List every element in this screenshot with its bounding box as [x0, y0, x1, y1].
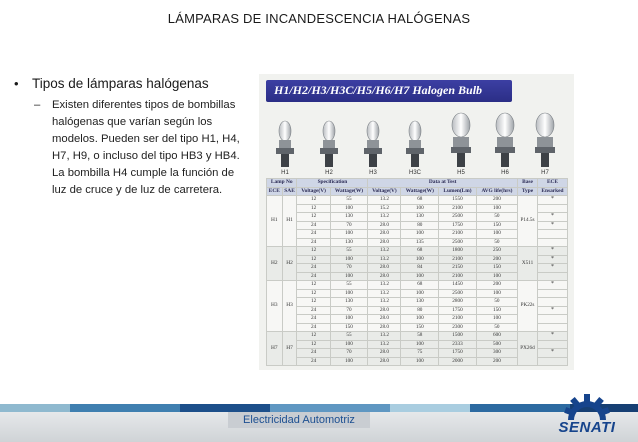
cell-life: 50: [476, 323, 517, 332]
cell-life: 100: [476, 272, 517, 281]
bulb-label: H3: [369, 170, 377, 176]
cell-wattage-spec: 70: [330, 306, 368, 315]
footer-stripe-segment: [70, 404, 180, 412]
cell-ece-mark: [537, 298, 567, 307]
cell-lumen: 2000: [439, 357, 477, 366]
bullet-level1-text: Tipos de lámparas halógenas: [32, 76, 209, 91]
cell-ece-mark: [537, 323, 567, 332]
cell-voltage-spec: 24: [297, 357, 330, 366]
cell-sae: H2: [282, 247, 297, 281]
cell-lumen: 2500: [439, 289, 477, 298]
cell-ece-mark: [537, 340, 567, 349]
cell-ece-mark: *: [537, 255, 567, 264]
cell-wattage-spec: 100: [330, 357, 368, 366]
cell-voltage-test: 28.0: [368, 264, 401, 273]
cell-wattage-test: 100: [401, 272, 439, 281]
logo-text: SENATI: [558, 419, 616, 436]
table-row: [267, 247, 568, 256]
cell-ece-mark: *: [537, 349, 567, 358]
cell-lumen: 2150: [439, 264, 477, 273]
cell-life: 200: [476, 255, 517, 264]
cell-life: 150: [476, 306, 517, 315]
cell-ece-mark: *: [537, 221, 567, 230]
col-wattage-spec: Wattage(W): [330, 187, 368, 196]
cell-ece-mark: *: [537, 306, 567, 315]
cell-wattage-spec: 100: [330, 340, 368, 349]
cell-life: 100: [476, 289, 517, 298]
cell-voltage-test: 13.2: [368, 340, 401, 349]
bulb-label: H5: [457, 170, 465, 176]
footer-stripe: [0, 404, 638, 412]
cell-voltage-spec: 12: [297, 332, 330, 341]
cell-voltage-test: 13.2: [368, 281, 401, 290]
sub-bullet-marker: –: [34, 99, 41, 111]
cell-wattage-spec: 70: [330, 221, 368, 230]
bulb-h7-image: [530, 111, 560, 176]
col-sae: SAE: [282, 187, 297, 196]
cell-lumen: 2300: [439, 323, 477, 332]
bulb-label: H1: [281, 170, 289, 176]
bulb-label: H7: [541, 170, 549, 176]
cell-wattage-test: 100: [401, 340, 439, 349]
bulb-icon: [271, 119, 299, 169]
cell-voltage-test: 28.0: [368, 230, 401, 239]
bulb-icon: [401, 119, 429, 169]
bulb-icon: [531, 111, 559, 169]
col-life: AVG life(hrs): [476, 187, 517, 196]
cell-life: 50: [476, 298, 517, 307]
cell-voltage-test: 13.2: [368, 213, 401, 222]
cell-lumen: 1750: [439, 306, 477, 315]
bulb-h1-image: [270, 119, 300, 176]
cell-base-type: PX26d: [518, 332, 538, 366]
senati-logo: [548, 392, 626, 436]
cell-ece: H3: [267, 281, 283, 332]
th-ece: ECE: [537, 179, 567, 188]
cell-sae: H7: [282, 332, 297, 366]
cell-wattage-spec: 100: [330, 289, 368, 298]
cell-wattage-test: 130: [401, 213, 439, 222]
cell-wattage-test: 100: [401, 204, 439, 213]
cell-wattage-test: 68: [401, 247, 439, 256]
bulb-h3-image: [358, 119, 388, 176]
cell-wattage-spec: 100: [330, 204, 368, 213]
cell-life: 150: [476, 264, 517, 273]
spec-table: [266, 178, 568, 366]
bullet-level2-text: Existen diferentes tipos de bombillas halógenas que varían según los modelos. Pueden ser del tipo H1, H4, H7, H9, o incluso del tipo HB3 y HB4. La bombilla H4 cumple la función de luz de cruce y de luz de carretera.: [52, 99, 240, 196]
cell-wattage-test: 100: [401, 357, 439, 366]
cell-ece-mark: [537, 204, 567, 213]
cell-wattage-spec: 150: [330, 323, 368, 332]
cell-wattage-spec: 100: [330, 230, 368, 239]
cell-life: 100: [476, 204, 517, 213]
cell-wattage-spec: 55: [330, 196, 368, 205]
table-row: [267, 281, 568, 290]
slide-title: LÁMPARAS DE INCANDESCENCIA HALÓGENAS: [167, 11, 471, 26]
cell-life: 300: [476, 349, 517, 358]
cell-life: 250: [476, 247, 517, 256]
cell-lumen: 2100: [439, 255, 477, 264]
cell-life: 150: [476, 221, 517, 230]
cell-voltage-test: 28.0: [368, 272, 401, 281]
cell-voltage-spec: 24: [297, 272, 330, 281]
cell-life: 200: [476, 196, 517, 205]
bulb-h3c-image: [400, 119, 430, 176]
cell-ece-mark: *: [537, 281, 567, 290]
cell-wattage-test: 100: [401, 230, 439, 239]
cell-ece-mark: *: [537, 247, 567, 256]
col-voltage-spec: Voltage(V): [297, 187, 330, 196]
bulb-icon: [359, 119, 387, 169]
cell-voltage-spec: 12: [297, 196, 330, 205]
cell-lumen: 2100: [439, 272, 477, 281]
cell-ece-mark: [537, 315, 567, 324]
cell-lumen: 1750: [439, 221, 477, 230]
footer-stripe-segment: [0, 404, 70, 412]
cell-ece: H1: [267, 196, 283, 247]
cell-voltage-spec: 12: [297, 281, 330, 290]
cell-voltage-test: 13.2: [368, 247, 401, 256]
col-voltage-test: Voltage(V): [368, 187, 401, 196]
cell-voltage-spec: 24: [297, 238, 330, 247]
cell-voltage-test: 13.2: [368, 332, 401, 341]
cell-ece-mark: *: [537, 264, 567, 273]
bullet-marker: •: [14, 76, 19, 91]
bulb-icon: [315, 119, 343, 169]
cell-voltage-spec: 24: [297, 221, 330, 230]
cell-wattage-test: 135: [401, 238, 439, 247]
cell-voltage-test: 28.0: [368, 349, 401, 358]
bulb-label: H6: [501, 170, 509, 176]
cell-life: 200: [476, 281, 517, 290]
cell-voltage-spec: 12: [297, 213, 330, 222]
cell-life: 600: [476, 332, 517, 341]
cell-ece-mark: [537, 238, 567, 247]
cell-lumen: 2333: [439, 340, 477, 349]
cell-life: 500: [476, 340, 517, 349]
cell-ece-mark: *: [537, 196, 567, 205]
cell-ece-mark: [537, 289, 567, 298]
cell-wattage-test: 130: [401, 298, 439, 307]
cell-voltage-test: 28.0: [368, 221, 401, 230]
cell-voltage-spec: 12: [297, 204, 330, 213]
cell-voltage-test: 15.2: [368, 204, 401, 213]
cell-voltage-test: 28.0: [368, 357, 401, 366]
cell-base-type: P14.5s: [518, 196, 538, 247]
cell-wattage-spec: 55: [330, 332, 368, 341]
cell-wattage-spec: 130: [330, 238, 368, 247]
cell-voltage-spec: 24: [297, 349, 330, 358]
cell-life: 100: [476, 230, 517, 239]
cell-life: 50: [476, 238, 517, 247]
cell-wattage-test: 58: [401, 332, 439, 341]
cell-wattage-test: 80: [401, 221, 439, 230]
footer-stripe-segment: [180, 404, 270, 412]
cell-voltage-spec: 24: [297, 230, 330, 239]
cell-voltage-spec: 24: [297, 306, 330, 315]
bulb-h6-image: [490, 111, 520, 176]
bulb-label: H2: [325, 170, 333, 176]
cell-wattage-test: 100: [401, 289, 439, 298]
bulb-h5-image: [446, 111, 476, 176]
bullet-level2: [34, 97, 244, 199]
col-lumen: Lumen(Lm): [439, 187, 477, 196]
cell-ece-mark: [537, 230, 567, 239]
bulb-icon: [447, 111, 475, 169]
cell-voltage-test: 28.0: [368, 306, 401, 315]
cell-lumen: 1550: [439, 196, 477, 205]
th-specification: Specification: [297, 179, 368, 188]
cell-voltage-test: 28.0: [368, 315, 401, 324]
cell-life: 200: [476, 357, 517, 366]
cell-wattage-test: 80: [401, 306, 439, 315]
cell-wattage-spec: 130: [330, 298, 368, 307]
cell-lumen: 1450: [439, 281, 477, 290]
cell-lumen: 1500: [439, 332, 477, 341]
cell-wattage-spec: 130: [330, 213, 368, 222]
cell-wattage-test: 84: [401, 264, 439, 273]
th-lamp-no: Lamp No: [267, 179, 297, 188]
cell-lumen: 1800: [439, 247, 477, 256]
cell-ece-mark: *: [537, 213, 567, 222]
cell-lumen: 2100: [439, 204, 477, 213]
bulb-h2-image: [314, 119, 344, 176]
col-base-type: Type: [518, 187, 538, 196]
cell-life: 100: [476, 315, 517, 324]
cell-ece: H2: [267, 247, 283, 281]
cell-lumen: 2500: [439, 238, 477, 247]
catalog-header: H1/H2/H3/H3C/H5/H6/H7 Halogen Bulb: [266, 80, 512, 102]
cell-ece-mark: *: [537, 332, 567, 341]
cell-lumen: 2800: [439, 298, 477, 307]
cell-life: 50: [476, 213, 517, 222]
cell-wattage-spec: 55: [330, 281, 368, 290]
table-row: [267, 332, 568, 341]
bullet-list: [14, 76, 244, 199]
cell-wattage-test: 75: [401, 349, 439, 358]
bulb-label: H3C: [408, 170, 421, 176]
th-base: Base: [518, 179, 538, 188]
cell-wattage-spec: 100: [330, 315, 368, 324]
cell-voltage-spec: 12: [297, 340, 330, 349]
cell-voltage-spec: 24: [297, 323, 330, 332]
cell-wattage-spec: 70: [330, 349, 368, 358]
cell-ece-mark: [537, 272, 567, 281]
cell-voltage-spec: 12: [297, 298, 330, 307]
col-wattage-test: Wattage(W): [401, 187, 439, 196]
cell-voltage-test: 13.2: [368, 298, 401, 307]
th-data-at-test: Data at Test: [368, 179, 518, 188]
cell-voltage-spec: 24: [297, 315, 330, 324]
cell-voltage-test: 13.2: [368, 289, 401, 298]
gear-icon: [548, 392, 626, 422]
cell-base-type: PK22s: [518, 281, 538, 332]
cell-wattage-test: 68: [401, 196, 439, 205]
cell-lumen: 2100: [439, 315, 477, 324]
cell-voltage-spec: 12: [297, 289, 330, 298]
cell-voltage-spec: 12: [297, 247, 330, 256]
bulb-icon: [491, 111, 519, 169]
bullet-level1: [14, 76, 244, 91]
cell-ece: H7: [267, 332, 283, 366]
table-row: [267, 196, 568, 205]
cell-lumen: 1750: [439, 349, 477, 358]
cell-voltage-spec: 12: [297, 255, 330, 264]
col-ece: ECE: [267, 187, 283, 196]
cell-wattage-spec: 70: [330, 264, 368, 273]
cell-ece-mark: [537, 357, 567, 366]
cell-sae: H1: [282, 196, 297, 247]
cell-voltage-test: 13.2: [368, 196, 401, 205]
bulb-illustrations: [266, 106, 566, 176]
footer-label: Electricidad Automotriz: [228, 412, 370, 428]
cell-wattage-spec: 55: [330, 247, 368, 256]
footer-stripe-segment: [270, 404, 390, 412]
cell-lumen: 2100: [439, 230, 477, 239]
cell-wattage-test: 68: [401, 281, 439, 290]
cell-wattage-spec: 100: [330, 272, 368, 281]
cell-sae: H3: [282, 281, 297, 332]
cell-base-type: X511: [518, 247, 538, 281]
cell-voltage-spec: 24: [297, 264, 330, 273]
cell-lumen: 2500: [439, 213, 477, 222]
cell-wattage-test: 100: [401, 315, 439, 324]
cell-wattage-spec: 100: [330, 255, 368, 264]
halogen-catalog-image: [259, 74, 574, 370]
col-ece-mark: Ensarked: [537, 187, 567, 196]
cell-wattage-test: 100: [401, 255, 439, 264]
cell-voltage-test: 13.2: [368, 255, 401, 264]
cell-wattage-test: 150: [401, 323, 439, 332]
footer-stripe-segment: [390, 404, 470, 412]
cell-voltage-test: 28.0: [368, 238, 401, 247]
cell-voltage-test: 28.0: [368, 323, 401, 332]
